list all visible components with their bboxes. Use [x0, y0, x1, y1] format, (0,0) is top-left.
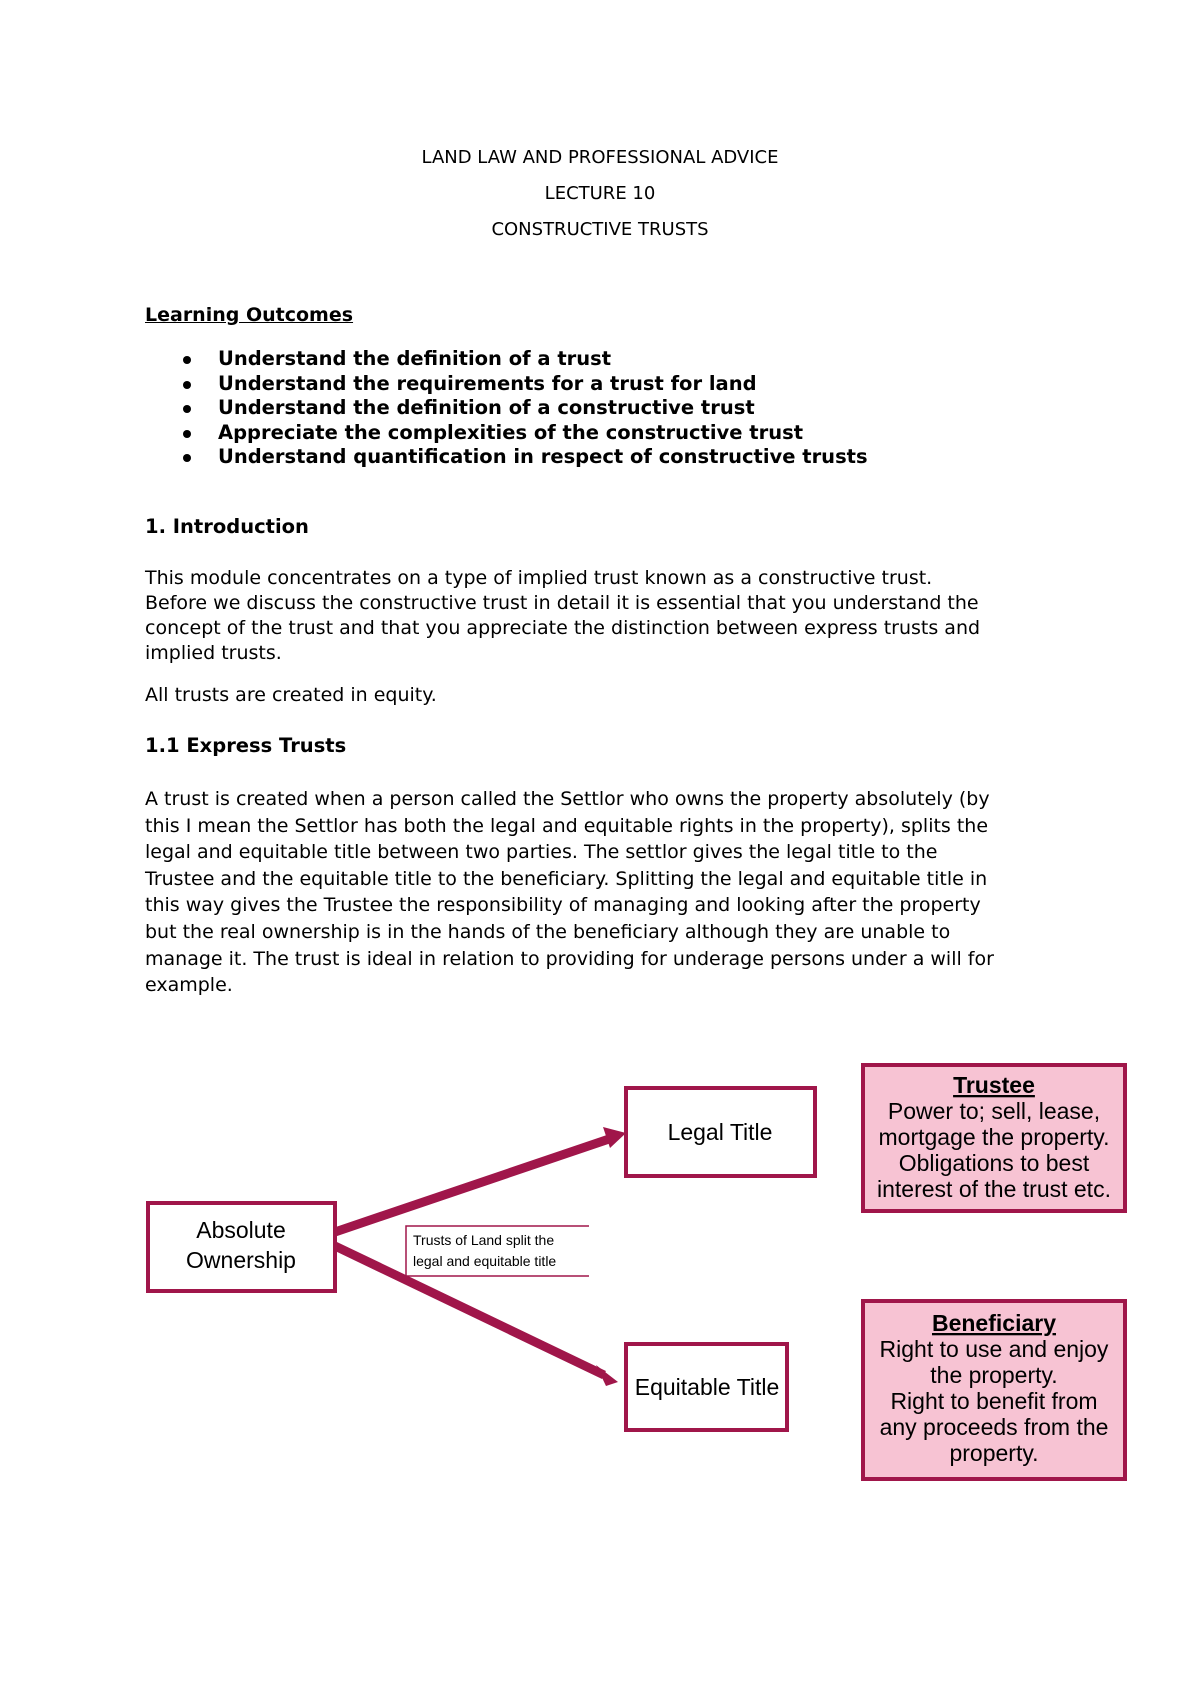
outcome-text: Understand the definition of a constructive trust — [218, 396, 755, 419]
express-trusts-paragraph: A trust is created when a person called the Settlor who owns the property absolutely (by this I mean the Settlor has both the legal and equitable rights in the property), splits the legal and equitable title between two parties. The settlor gives the legal title to the Trustee and the equitable title to the beneficiary. Splitting the legal and equitable title in this way gives the Trustee the responsibility of managing and looking after the property but the real ownership is in the hands of the beneficiary although they are unable to manage it. The trust is ideal in relation to providing for underage persons under a will for example. — [145, 788, 994, 997]
course-title: LAND LAW AND PROFESSIONAL ADVICE — [421, 147, 779, 168]
bullet-icon — [183, 454, 191, 462]
section-heading-express-trusts: 1.1 Express Trusts — [145, 734, 347, 757]
bullet-icon — [183, 381, 191, 389]
trustee-title: Trustee — [953, 1072, 1035, 1098]
trustee-line: mortgage the property. — [878, 1124, 1110, 1150]
learning-outcomes-heading: Learning Outcomes — [145, 304, 354, 326]
list-item — [145, 372, 868, 397]
beneficiary-line: property. — [949, 1440, 1039, 1466]
list-item — [145, 347, 868, 372]
split-title-note — [406, 1226, 589, 1276]
learning-outcomes-list — [145, 347, 868, 470]
legal-title-label: Legal Title — [667, 1119, 773, 1145]
trustee-box — [863, 1065, 1125, 1211]
beneficiary-line: the property. — [930, 1362, 1058, 1388]
outcome-text: Understand the definition of a trust — [218, 347, 612, 370]
list-item — [145, 421, 868, 446]
outcome-text: Understand the requirements for a trust for land — [218, 371, 757, 395]
absolute-ownership-label-line1: Absolute — [196, 1217, 286, 1243]
arrow-to-legal-title — [335, 1127, 626, 1232]
beneficiary-line: any proceeds from the — [879, 1414, 1109, 1440]
beneficiary-line: Right to benefit from — [890, 1388, 1098, 1414]
trust-diagram — [0, 1040, 1200, 1490]
section-heading-introduction: 1. Introduction — [145, 515, 309, 538]
equitable-title-box — [626, 1344, 787, 1430]
trustee-line: Obligations to best — [898, 1150, 1090, 1176]
note-line1: Trusts of Land split the — [413, 1232, 555, 1248]
absolute-ownership-box — [148, 1203, 335, 1291]
list-item — [145, 445, 868, 470]
bullet-icon — [183, 356, 191, 364]
equitable-title-label: Equitable Title — [634, 1374, 780, 1400]
beneficiary-box — [863, 1301, 1125, 1479]
bullet-icon — [183, 405, 191, 413]
beneficiary-line: Right to use and enjoy — [879, 1336, 1109, 1362]
trustee-line: Power to; sell, lease, — [887, 1098, 1101, 1124]
outcome-text: Appreciate the complexities of the constructive trust — [218, 420, 804, 444]
lecture-number: LECTURE 10 — [544, 183, 656, 204]
bullet-icon — [183, 430, 191, 438]
list-item — [145, 396, 868, 421]
absolute-ownership-label-line2: Ownership — [186, 1247, 296, 1273]
beneficiary-title: Beneficiary — [931, 1310, 1057, 1336]
outcome-text: Understand quantification in respect of constructive trusts — [218, 445, 868, 468]
legal-title-box — [626, 1088, 815, 1176]
note-line2: legal and equitable title — [413, 1253, 557, 1269]
introduction-paragraph: This module concentrates on a type of implied trust known as a constructive trust. Before we discuss the constructive trust in detail it is essential that you understand the concept of the trust and that you appreciate the distinction between express trusts and implied trusts. — [145, 567, 981, 664]
trustee-line: interest of the trust etc. — [877, 1176, 1111, 1202]
lecture-topic: CONSTRUCTIVE TRUSTS — [491, 219, 709, 240]
equity-statement: All trusts are created in equity. — [145, 684, 437, 706]
